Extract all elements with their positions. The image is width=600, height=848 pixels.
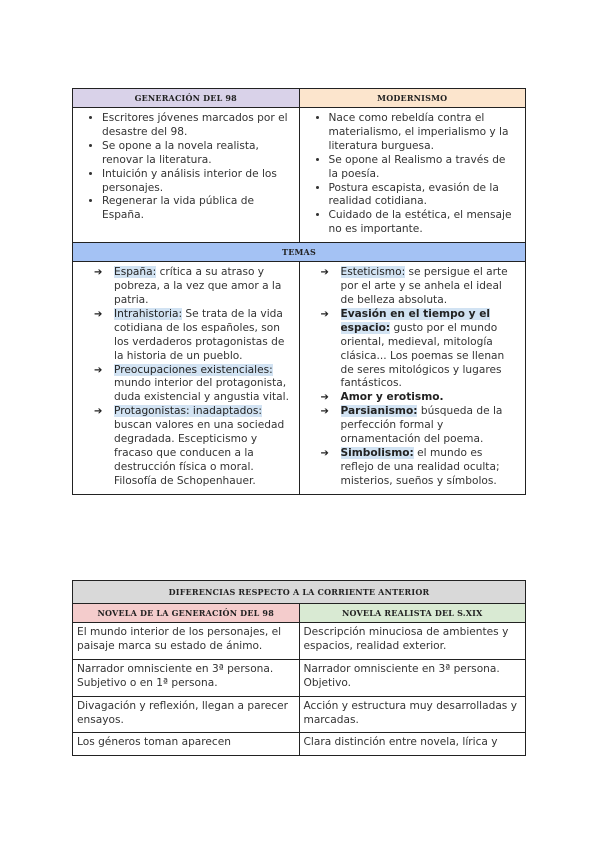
tema-term: Protagonistas: inadaptados: — [114, 405, 262, 418]
table-row — [73, 733, 526, 756]
header-generacion-98: GENERACIÓN DEL 98 — [73, 89, 300, 108]
header-novela-98: NOVELA DE LA GENERACIÓN DEL 98 — [73, 604, 300, 623]
list-item: • Intuición y análisis interior de los personajes. — [102, 168, 292, 196]
table-cell: Descripción minuciosa de ambientes y espacios, realidad exterior. — [299, 623, 526, 660]
table-cell: Narrador omnisciente en 3ª persona. Objetivo. — [299, 659, 526, 696]
modernismo-traits-list — [301, 109, 525, 241]
gen98-temas-list — [74, 263, 298, 493]
modernismo-temas-list — [301, 263, 525, 493]
list-item — [90, 266, 292, 308]
gen98-traits-cell — [73, 108, 300, 243]
list-item: • Nace como rebeldía contra el materialismo, el imperialismo y la literatura burguesa. — [329, 112, 519, 154]
list-item — [317, 391, 519, 405]
modernismo-temas-cell — [299, 262, 526, 495]
header-modernismo: MODERNISMO — [299, 89, 526, 108]
differences-table — [72, 580, 526, 756]
differences-title: DIFERENCIAS RESPECTO A LA CORRIENTE ANTERIOR — [73, 581, 526, 604]
tema-term: Parsianismo: — [340, 405, 418, 418]
list-item — [90, 405, 292, 488]
list-item: • Regenerar la vida pública de España. — [102, 195, 292, 223]
gen98-traits-list — [74, 109, 298, 227]
list-item — [317, 447, 519, 489]
table-row — [73, 659, 526, 696]
table-cell: El mundo interior de los personajes, el paisaje marca su estado de ánimo. — [73, 623, 300, 660]
tema-text: se persigue el arte por el arte y se anhela el ideal de belleza absoluta. — [340, 266, 508, 306]
tema-term: Simbolismo: — [340, 446, 414, 459]
list-item: • Se opone a la novela realista, renovar la literatura. — [102, 140, 292, 168]
table-cell: Los géneros toman aparecen — [73, 733, 300, 756]
header-temas: TEMAS — [73, 243, 526, 262]
comparison-table-generacion-modernismo — [72, 88, 526, 495]
tema-text: crítica a su atraso y pobreza, a la vez que amor a la patria. — [114, 266, 282, 306]
table-cell: Acción y estructura muy desarrolladas y marcadas. — [299, 696, 526, 733]
table-row — [73, 623, 526, 660]
tema-term: Preocupaciones existenciales: — [114, 363, 273, 376]
tema-term: España: — [114, 266, 157, 279]
table-row — [73, 696, 526, 733]
tema-term: Evasión en el tiempo y el espacio: — [340, 307, 491, 334]
list-item — [317, 308, 519, 391]
list-item: • Cuidado de la estética, el mensaje no es importante. — [329, 209, 519, 237]
tema-text: gusto por el mundo oriental, medieval, mitología clásica... Los poemas se llenan de seres mitológicos y lugares fantásticos. — [340, 321, 505, 390]
list-item — [90, 364, 292, 406]
list-item — [317, 405, 519, 447]
table-cell: Clara distinción entre novela, lírica y — [299, 733, 526, 756]
list-item: • Escritores jóvenes marcados por el desastre del 98. — [102, 112, 292, 140]
tema-text: el mundo es reflejo de una realidad oculta; misterios, sueños y símbolos. — [340, 446, 500, 487]
tema-text: mundo interior del protagonista, duda existencial y angustia vital. — [114, 377, 289, 404]
table-cell: Divagación y reflexión, llegan a parecer ensayos. — [73, 696, 300, 733]
gen98-temas-cell — [73, 262, 300, 495]
tema-text: buscan valores en una sociedad degradada. Escepticismo y fracaso que conducen a la destrucción física o moral. Filosofía de Schopenhauer. — [114, 419, 285, 487]
tema-term: Intrahistoria: — [114, 307, 183, 320]
tema-text: búsqueda de la perfección formal y ornamentación del poema. — [340, 405, 503, 446]
list-item — [90, 308, 292, 364]
modernismo-traits-cell — [299, 108, 526, 243]
tema-term: Amor y erotismo. — [340, 391, 444, 404]
list-item — [317, 266, 519, 308]
header-novela-realista: NOVELA REALISTA DEL S.XIX — [299, 604, 526, 623]
list-item: • Postura escapista, evasión de la realidad cotidiana. — [329, 182, 519, 210]
tema-text: Se trata de la vida cotidiana de los españoles, son los verdaderos protagonistas de la historia de un pueblo. — [114, 307, 285, 362]
table-cell: Narrador omnisciente en 3ª persona. Subjetivo o en 1ª persona. — [73, 659, 300, 696]
list-item: • Se opone al Realismo a través de la poesía. — [329, 154, 519, 182]
tema-term: Esteticismo: — [340, 266, 406, 279]
